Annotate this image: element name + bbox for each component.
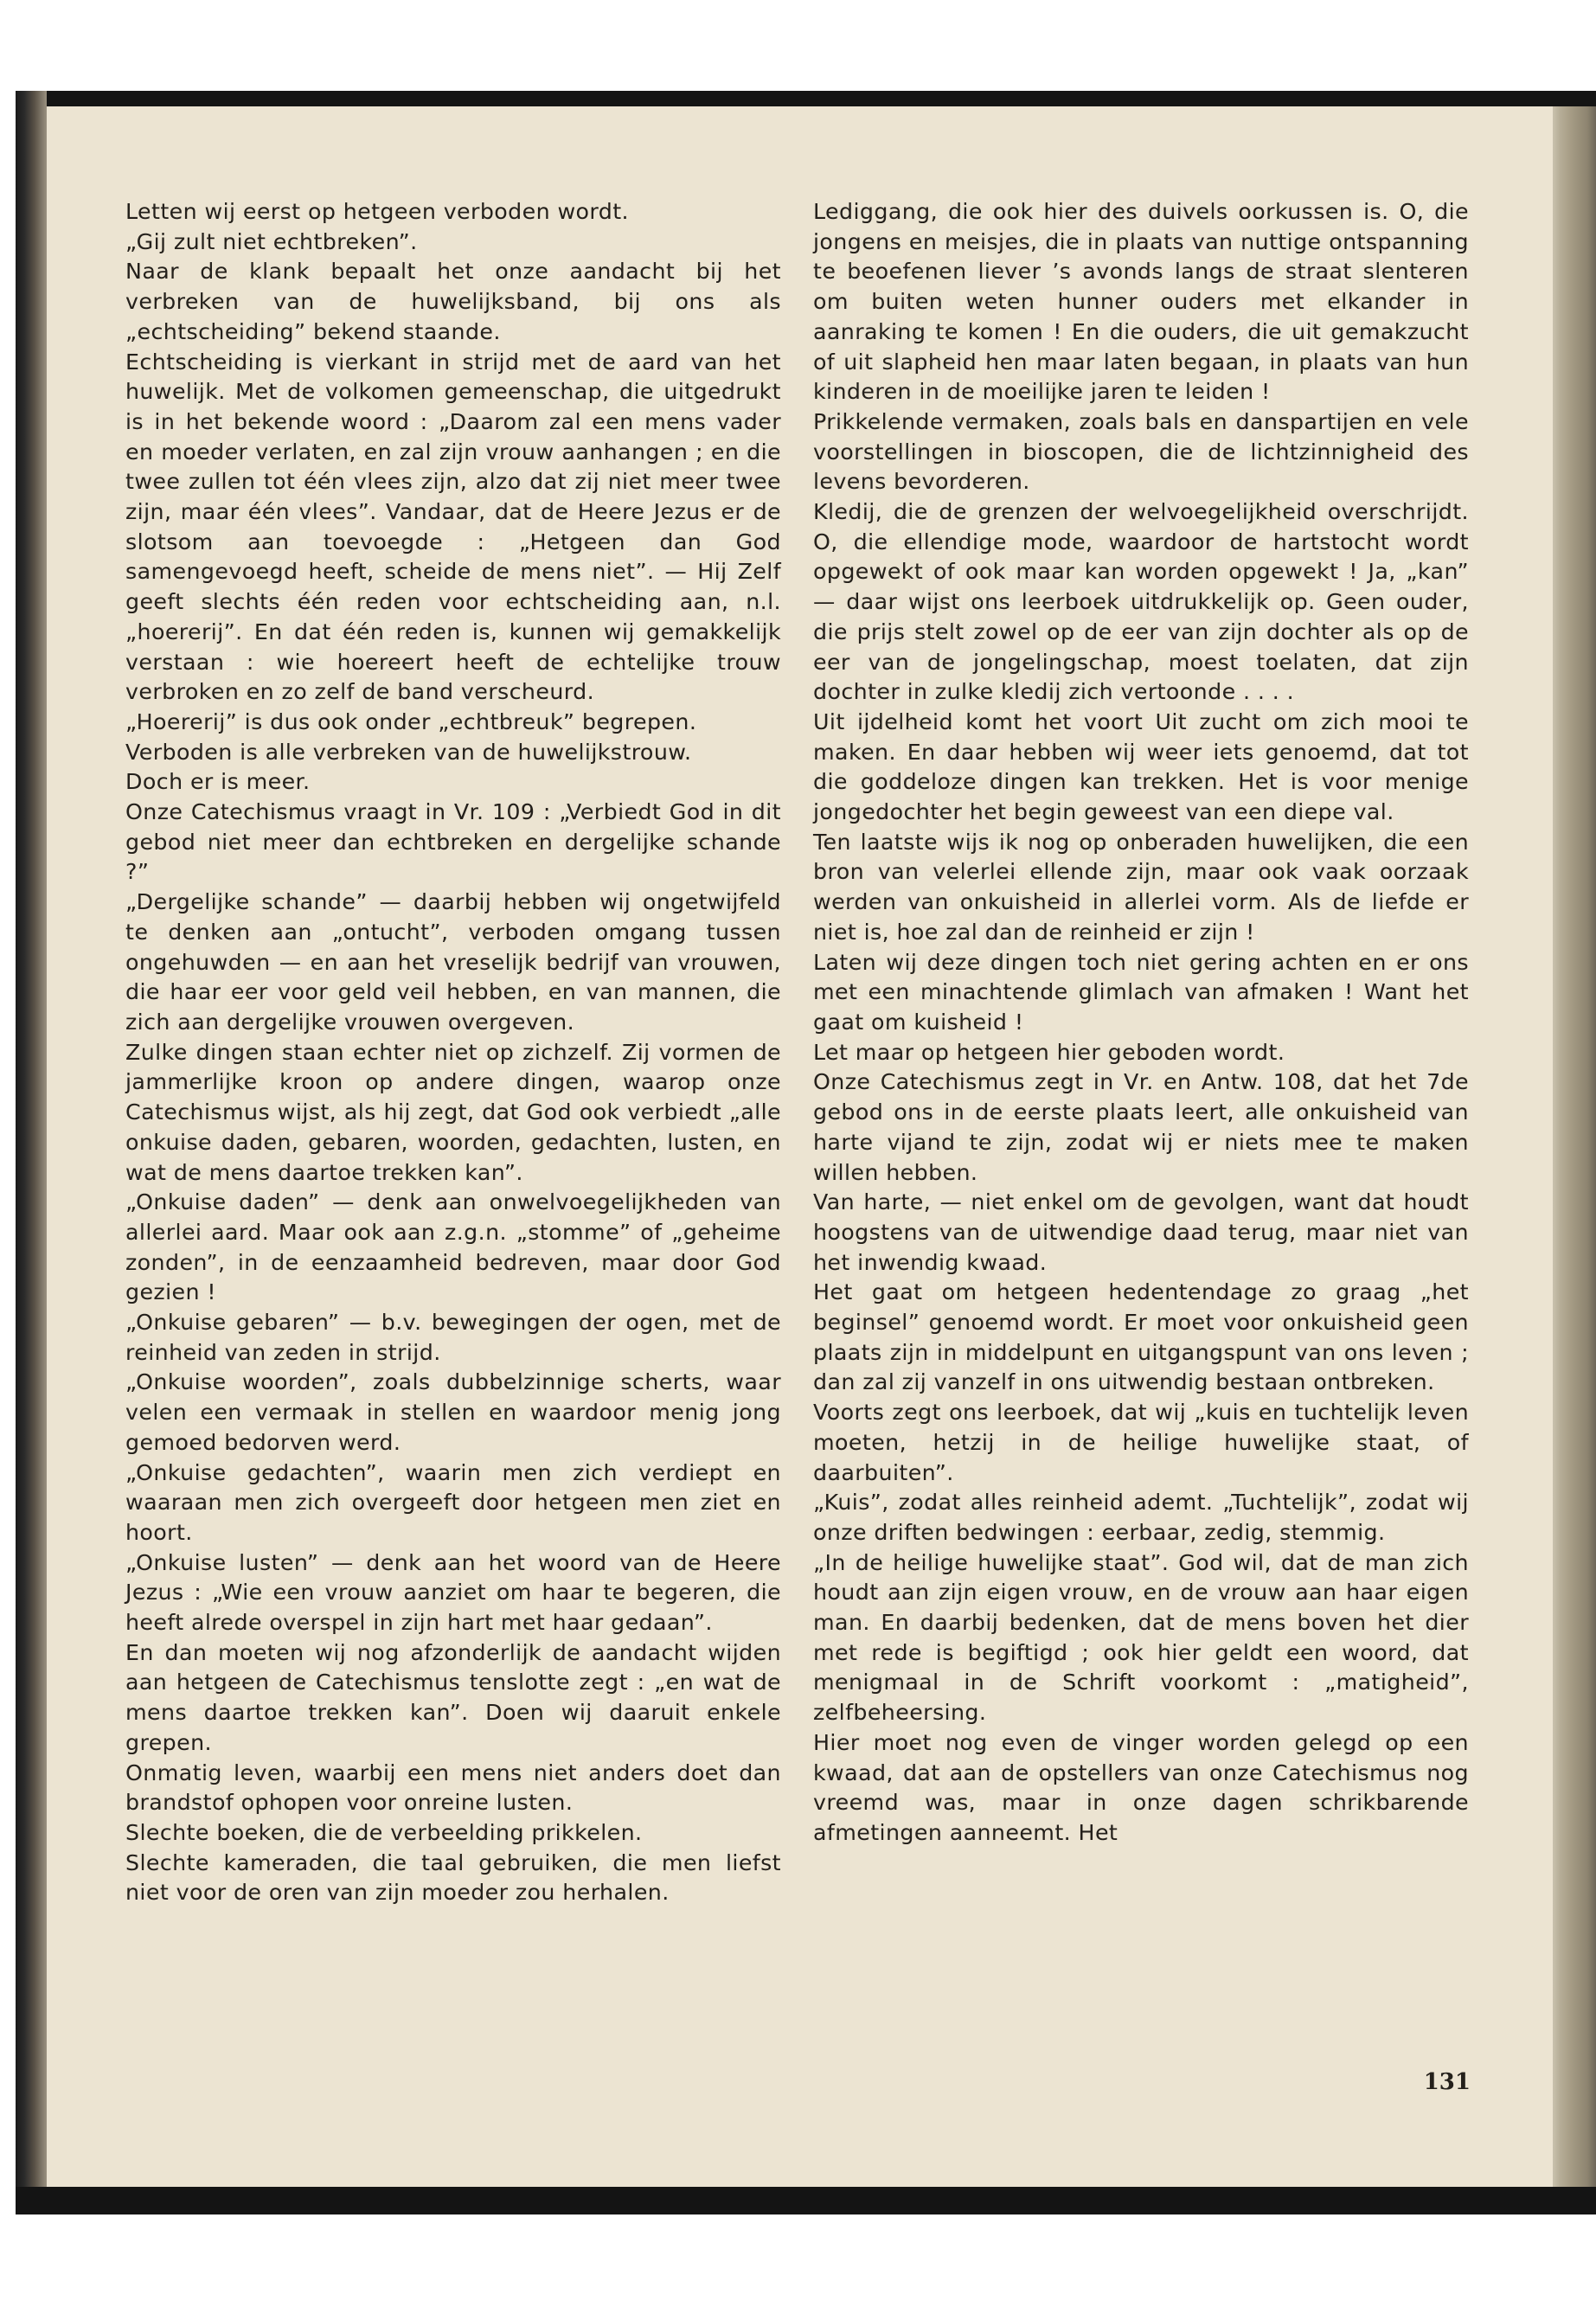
left-text-column — [125, 197, 781, 1908]
paragraph: Laten wij deze dingen toch niet gering achten en er ons met een minachtende glimlach van afmaken ! Want het gaat om kuisheid ! — [813, 949, 1469, 1035]
paragraph: Slechte boeken, die de verbeelding prikkelen. — [125, 1819, 643, 1845]
paragraph: Van harte, — niet enkel om de gevolgen, want dat houdt hoogstens van de uitwendige daad terug, maar niet van het inwendig kwaad. — [813, 1189, 1469, 1275]
paragraph: Let maar op hetgeen hier geboden wordt. — [813, 1039, 1285, 1065]
paragraph: „Kuis”, zodat alles reinheid ademt. „Tuchtelijk”, zodat wij onze driften bedwingen : eerbaar, zedig, stemmig. — [813, 1490, 1469, 1545]
paragraph: „In de heilige huwelijke staat”. God wil, dat de man zich houdt aan zijn eigen vrouw, en de vrouw aan haar eigen man. En daarbij bedenken, dat de mens boven het dier met rede is begiftigd ; ook hier geldt een woord, dat menigmaal in de Schrift voorkomt : „matigheid”, zelfbeheersing. — [813, 1549, 1469, 1726]
paragraph: Zulke dingen staan echter niet op zichzelf. Zij vormen de jammerlijke kroon op andere dingen, waarop onze Catechismus wijst, als hij zegt, dat God ook verbiedt „alle onkuise daden, gebaren, woorden, gedachten, lusten, en wat de mens daartoe trekken kan”. — [125, 1039, 781, 1185]
paragraph: En dan moeten wij nog afzonderlijk de aandacht wijden aan hetgeen de Catechismus tenslotte zegt : „en wat de mens daartoe trekken kan”. Doen wij daaruit enkele grepen. — [125, 1639, 781, 1755]
paragraph: „Onkuise lusten” — denk aan het woord van de Heere Jezus : „Wie een vrouw aanziet om haar te begeren, die heeft alrede overspel in zijn hart met haar gedaan”. — [125, 1549, 781, 1636]
right-text-column — [813, 197, 1469, 1849]
book-binding-edge — [16, 91, 47, 2214]
paragraph: Naar de klank bepaalt het onze aandacht bij het verbreken van de huwelijksband, bij ons als „echtscheiding” bekend staande. — [125, 259, 781, 344]
paragraph: Kledij, die de grenzen der welvoegelijkheid overschrijdt. O, die ellendige mode, waardoor de hartstocht wordt opgewekt of ook maar kan worden opgewekt ! Ja, „kan” — daar wijst ons leerboek uitdrukkelijk op. Geen ouder, die prijs stelt zowel op de eer van zijn dochter als op de eer van de jongelingschap, moest toelaten, dat zijn dochter in zulke kledij zich vertoonde . . . . — [813, 499, 1469, 705]
paragraph: Slechte kameraden, die taal gebruiken, die men liefst niet voor de oren van zijn moeder zou herhalen. — [125, 1849, 781, 1906]
scan-border-bottom — [16, 2187, 1596, 2214]
paragraph: Uit ijdelheid komt het voort Uit zucht om zich mooi te maken. En daar hebben wij weer iets genoemd, dat tot die goddeloze dingen kan trekken. Het is voor menige jongedochter het begin geweest van een diepe val. — [813, 708, 1469, 825]
paragraph: „Dergelijke schande” — daarbij hebben wij ongetwijfeld te denken aan „ontucht”, verboden omgang tussen ongehuwden — en aan het vreselijk bedrijf van vrouwen, die haar eer voor geld veil hebben, en van mannen, die zich aan dergelijke vrouwen overgeven. — [125, 889, 781, 1035]
paragraph: „Onkuise daden” — denk aan onwelvoegelijkheden van allerlei aard. Maar ook aan z.g.n. „stomme” of „geheime zonden”, in de eenzaamheid bedreven, maar door God gezien ! — [125, 1189, 781, 1305]
paragraph: Onze Catechismus zegt in Vr. en Antw. 108, dat het 7de gebod ons in de eerste plaats leert, alle onkuisheid van harte vijand te zijn, zodat wij er niets mee te maken willen hebben. — [813, 1069, 1469, 1185]
page-number: 131 — [1423, 2069, 1471, 2095]
scan-border-top — [16, 91, 1596, 106]
paragraph: Echtscheiding is vierkant in strijd met de aard van het huwelijk. Met de volkomen gemeenschap, die uitgedrukt is in het bekende woord : „Daarom zal een mens vader en moeder verlaten, en zal zijn vrouw aanhangen ; en die twee zullen tot één vlees zijn, alzo dat zij niet meer twee zijn, maar één vlees”. Vandaar, dat de Heere Jezus er de slotsom aan toevoegde : „Hetgeen dan God samengevoegd heeft, scheide de mens niet”. — Hij Zelf geeft slechts één reden voor echtscheiding aan, n.l. „hoererij”. En dat één reden is, kunnen wij gemakkelijk verstaan : wie hoereert heeft de echtelijke trouw verbroken en zo zelf de band verscheurd. — [125, 349, 781, 705]
paragraph: „Onkuise gedachten”, waarin men zich verdiept en waaraan men zich overgeeft door hetgeen men ziet en hoort. — [125, 1459, 781, 1545]
paragraph: Voorts zegt ons leerboek, dat wij „kuis en tuchtelijk leven moeten, hetzij in de heilige huwelijke staat, of daarbuiten”. — [813, 1400, 1469, 1485]
paragraph: „Onkuise woorden”, zoals dubbelzinnige scherts, waar velen een vermaak in stellen en waardoor menig jong gemoed bedorven werd. — [125, 1369, 781, 1455]
paragraph: Ten laatste wijs ik nog op onberaden huwelijken, die een bron van velerlei ellende zijn, maar ook vaak oorzaak werden van onkuisheid in allerlei vorm. Als de liefde er niet is, hoe zal dan de reinheid er zijn ! — [813, 829, 1469, 945]
paragraph: Prikkelende vermaken, zoals bals en danspartijen en vele voorstellingen in bioscopen, die de lichtzinnigheid des levens bevorderen. — [813, 408, 1469, 495]
page-stack-edge — [1553, 106, 1596, 2187]
paragraph: Onmatig leven, waarbij een mens niet anders doet dan brandstof ophopen voor onreine lusten. — [125, 1759, 781, 1816]
paragraph: „Onkuise gebaren” — b.v. bewegingen der ogen, met de reinheid van zeden in strijd. — [125, 1310, 781, 1365]
paragraph: Onze Catechismus vraagt in Vr. 109 : „Verbiedt God in dit gebod niet meer dan echtbreken en dergelijke schande ?” — [125, 799, 781, 885]
paragraph: Hier moet nog even de vinger worden gelegd op een kwaad, dat aan de opstellers van onze Catechismus nog vreemd was, maar in onze dagen schrikbarende afmetingen aanneemt. Het — [813, 1729, 1469, 1845]
paragraph: „Gij zult niet echtbreken”. — [125, 228, 418, 254]
paragraph: Lediggang, die ook hier des duivels oorkussen is. O, die jongens en meisjes, die in plaats van nuttige ontspanning te beoefenen liever ’s avonds langs de straat slenteren om buiten weten hunner ouders met elkander in aanraking te komen ! En die ouders, die uit gemakzucht of uit slapheid hen maar laten begaan, in plaats van hun kinderen in de moeilijke jaren te leiden ! — [813, 199, 1469, 405]
paragraph: Doch er is meer. — [125, 769, 311, 795]
paragraph: Verboden is alle verbreken van de huwelijkstrouw. — [125, 739, 692, 765]
paragraph: Letten wij eerst op hetgeen verboden wordt. — [125, 199, 629, 224]
paragraph: „Hoererij” is dus ook onder „echtbreuk” begrepen. — [125, 708, 697, 734]
paragraph: Het gaat om hetgeen hedentendage zo graag „het beginsel” genoemd wordt. Er moet voor onkuisheid geen plaats zijn in middelpunt en uitgangspunt van ons leven ; dan zal zij vanzelf in ons uitwendig bestaan ontbreken. — [813, 1279, 1469, 1395]
